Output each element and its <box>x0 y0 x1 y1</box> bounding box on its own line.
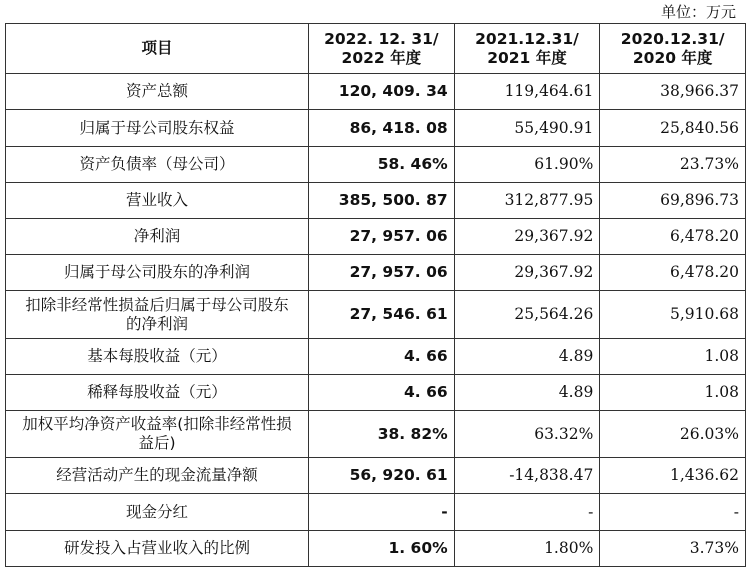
row-item: 营业收入 <box>6 182 309 218</box>
value-2022: 27, 546. 61 <box>309 291 455 338</box>
header-2020-line1: 2020.12.31/ <box>620 29 725 48</box>
value-2021: 55,490.91 <box>454 110 600 146</box>
row-item: 基本每股收益（元） <box>6 338 309 374</box>
header-2021-line1: 2021.12.31/ <box>475 29 579 48</box>
value-2020: 3.73% <box>600 530 746 566</box>
value-2020: 6,478.20 <box>600 219 746 255</box>
value-2020: 23.73% <box>600 146 746 182</box>
table-row <box>6 291 746 338</box>
table-row <box>6 338 746 374</box>
value-2022: 27, 957. 06 <box>309 219 455 255</box>
row-item: 加权平均净资产收益率(扣除非经常性损益后) <box>6 411 309 458</box>
value-2021: 29,367.92 <box>454 255 600 291</box>
value-2020: 26.03% <box>600 411 746 458</box>
value-2020: 1.08 <box>600 338 746 374</box>
row-item: 资产总额 <box>6 74 309 110</box>
value-2022: - <box>309 494 455 530</box>
row-item: 经营活动产生的现金流量净额 <box>6 458 309 494</box>
row-item: 稀释每股收益（元） <box>6 374 309 410</box>
value-2021: 63.32% <box>454 411 600 458</box>
value-2022: 38. 82% <box>309 411 455 458</box>
row-item: 现金分红 <box>6 494 309 530</box>
row-item: 资产负债率（母公司） <box>6 146 309 182</box>
header-2021 <box>454 24 600 74</box>
table-row <box>6 494 746 530</box>
table-row <box>6 219 746 255</box>
value-2020: 6,478.20 <box>600 255 746 291</box>
value-2021: 4.89 <box>454 338 600 374</box>
table-header-row <box>6 24 746 74</box>
table-row <box>6 374 746 410</box>
financial-table <box>5 23 746 567</box>
value-2020: 38,966.37 <box>600 74 746 110</box>
value-2021: 25,564.26 <box>454 291 600 338</box>
value-2021: -14,838.47 <box>454 458 600 494</box>
value-2022: 4. 66 <box>309 338 455 374</box>
table-row <box>6 110 746 146</box>
value-2020: 1,436.62 <box>600 458 746 494</box>
header-2022 <box>309 24 455 74</box>
table-row <box>6 530 746 566</box>
row-item: 扣除非经常性损益后归属于母公司股东的净利润 <box>6 291 309 338</box>
header-2022-line1: 2022. 12. 31/ <box>324 29 439 48</box>
value-2021: 312,877.95 <box>454 182 600 218</box>
value-2020: - <box>600 494 746 530</box>
value-2021: 1.80% <box>454 530 600 566</box>
table-row <box>6 74 746 110</box>
header-2020-line2: 2020 年度 <box>632 48 713 67</box>
value-2022: 27, 957. 06 <box>309 255 455 291</box>
value-2020: 1.08 <box>600 374 746 410</box>
row-item: 归属于母公司股东的净利润 <box>6 255 309 291</box>
value-2021: 4.89 <box>454 374 600 410</box>
value-2022: 58. 46% <box>309 146 455 182</box>
table-row <box>6 458 746 494</box>
value-2022: 1. 60% <box>309 530 455 566</box>
value-2020: 5,910.68 <box>600 291 746 338</box>
value-2020: 25,840.56 <box>600 110 746 146</box>
table-row <box>6 182 746 218</box>
value-2021: - <box>454 494 600 530</box>
header-2021-line2: 2021 年度 <box>487 48 567 67</box>
value-2022: 120, 409. 34 <box>309 74 455 110</box>
value-2021: 29,367.92 <box>454 219 600 255</box>
row-item: 净利润 <box>6 219 309 255</box>
value-2022: 385, 500. 87 <box>309 182 455 218</box>
unit-label: 单位：万元 <box>660 3 736 21</box>
table-row <box>6 255 746 291</box>
value-2020: 69,896.73 <box>600 182 746 218</box>
header-item: 项目 <box>6 24 309 74</box>
header-2022-line2: 2022 年度 <box>341 48 422 67</box>
value-2022: 86, 418. 08 <box>309 110 455 146</box>
header-2020 <box>600 24 746 74</box>
table-row <box>6 411 746 458</box>
value-2021: 119,464.61 <box>454 74 600 110</box>
row-item: 归属于母公司股东权益 <box>6 110 309 146</box>
value-2022: 4. 66 <box>309 374 455 410</box>
value-2022: 56, 920. 61 <box>309 458 455 494</box>
row-item: 研发投入占营业收入的比例 <box>6 530 309 566</box>
table-row <box>6 146 746 182</box>
value-2021: 61.90% <box>454 146 600 182</box>
